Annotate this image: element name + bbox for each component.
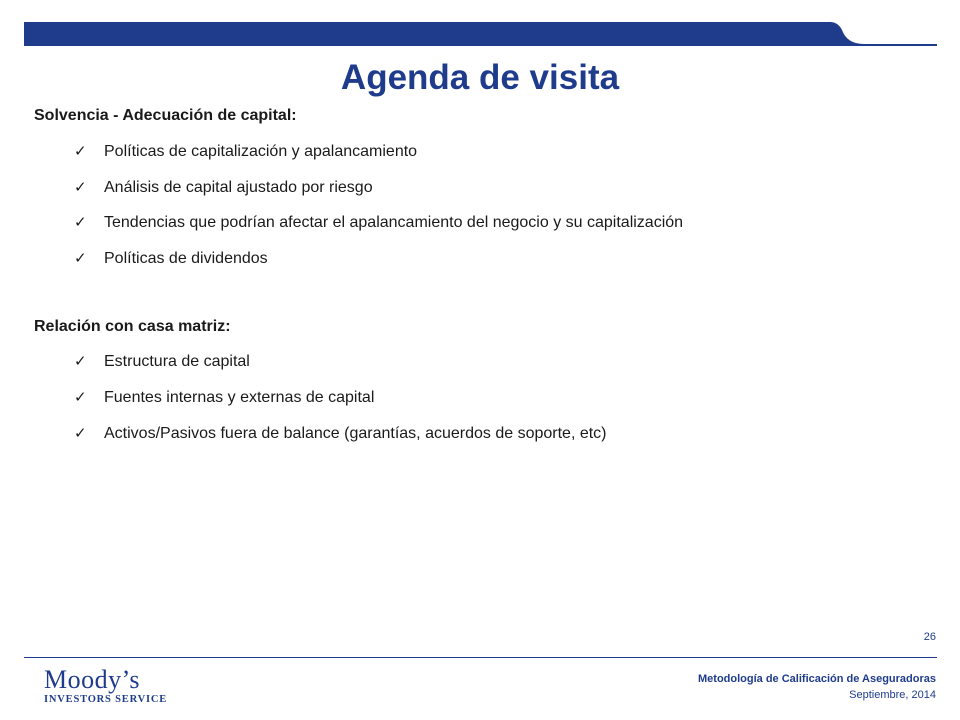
- section-heading: Relación con casa matriz:: [34, 318, 231, 335]
- list-item: [74, 178, 373, 198]
- page-number: 26: [923, 631, 936, 643]
- list-item: [74, 424, 607, 444]
- list-item: [74, 142, 417, 162]
- list-item: [74, 352, 250, 372]
- list-item-text: Análisis de capital ajustado por riesgo: [104, 179, 373, 196]
- list-item: [74, 249, 268, 269]
- list-item-text: Políticas de dividendos: [104, 250, 268, 267]
- header-bar: [24, 22, 937, 46]
- check-icon: ✓: [74, 179, 87, 196]
- list-item-text: Fuentes internas y externas de capital: [104, 389, 375, 406]
- footer-document-title: Metodología de Calificación de Aseguradoras: [698, 673, 936, 685]
- list-item: [74, 213, 683, 233]
- check-icon: ✓: [74, 389, 87, 406]
- page-title: Agenda de visita: [340, 58, 620, 97]
- list-item-text: Políticas de capitalización y apalancamiento: [104, 143, 418, 160]
- check-icon: ✓: [74, 143, 87, 160]
- section-heading: Solvencia - Adecuación de capital:: [34, 107, 297, 124]
- check-icon: ✓: [74, 425, 87, 442]
- list-item-text: Activos/Pasivos fuera de balance (garantías, acuerdos de soporte, etc): [104, 425, 607, 442]
- footer-divider: [24, 657, 937, 658]
- moodys-logo: [44, 665, 174, 708]
- check-icon: ✓: [74, 250, 87, 267]
- logo-tagline: INVESTORS SERVICE: [44, 694, 168, 705]
- list-item: [74, 388, 374, 408]
- list-item-text: Tendencias que podrían afectar el apalancamiento del negocio y su capitalización: [104, 214, 684, 231]
- footer-date: Septiembre, 2014: [849, 689, 936, 701]
- list-item-text: Estructura de capital: [104, 353, 250, 370]
- check-icon: ✓: [74, 214, 87, 231]
- logo-wordmark: Moody’s: [44, 665, 140, 694]
- check-icon: ✓: [74, 353, 87, 370]
